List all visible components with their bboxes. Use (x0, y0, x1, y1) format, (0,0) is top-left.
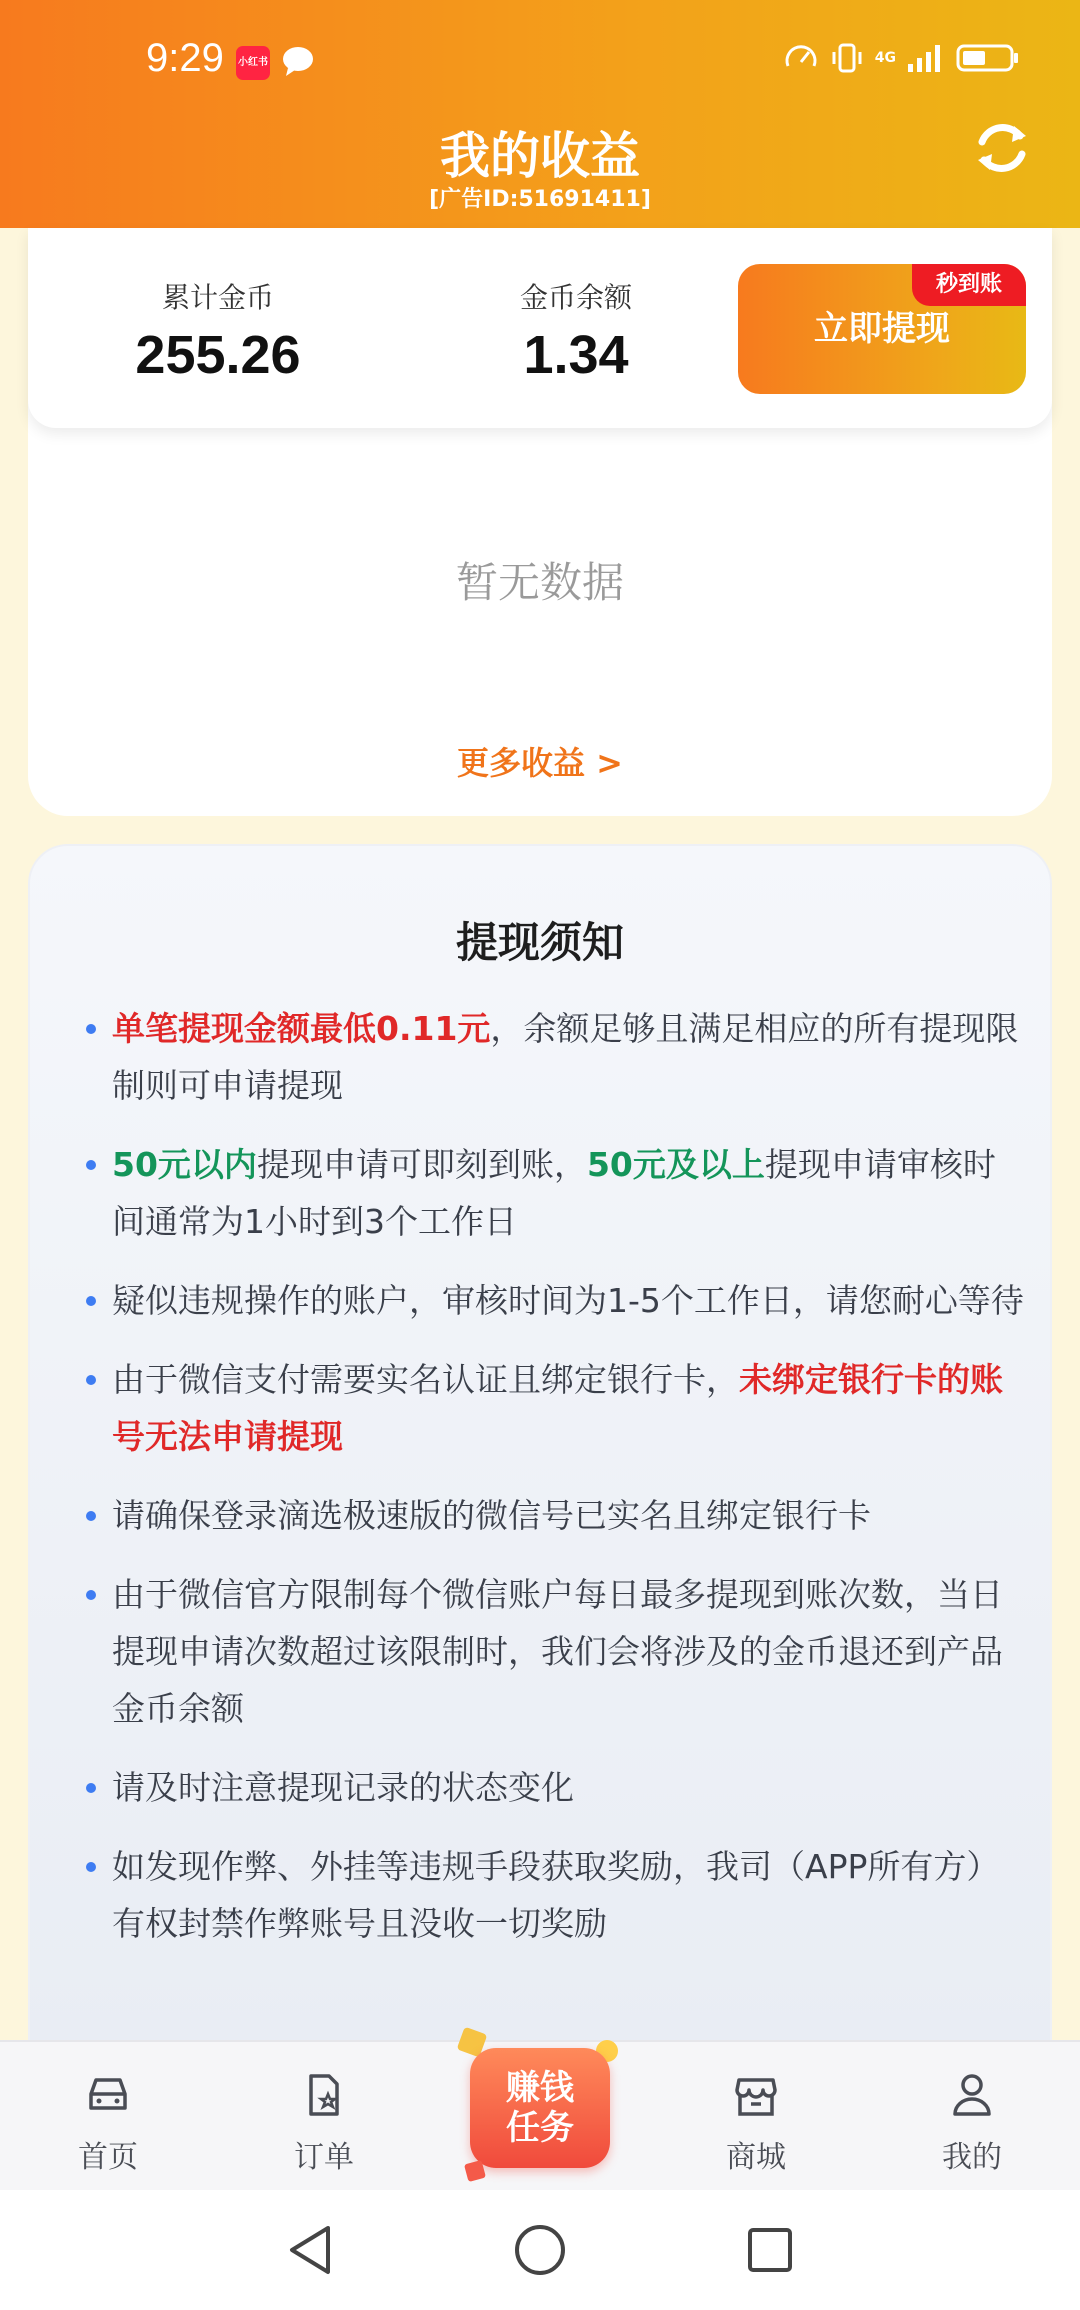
more-earnings-link[interactable]: 更多收益 > (457, 744, 623, 782)
person-icon (947, 2072, 997, 2118)
total-coins-stat (98, 276, 338, 386)
earnings-records-card (28, 400, 1052, 816)
nav-mall[interactable] (686, 2072, 826, 2176)
battery-icon (956, 40, 1020, 76)
vibrate-icon (829, 40, 865, 76)
page-title: 我的收益 (440, 127, 640, 185)
nav-orders-label: 订单 (294, 2140, 354, 2175)
nav-orders[interactable] (254, 2072, 394, 2176)
nav-mine[interactable] (902, 2072, 1042, 2176)
speed-icon (783, 40, 819, 76)
notice-item (86, 1566, 1026, 1737)
nav-mine-label: 我的 (942, 2140, 1002, 2175)
highlight-text: 单笔提现金额最低0.11元 (112, 1009, 491, 1048)
coin-balance-value: 1.34 (523, 325, 629, 385)
notice-text: 如发现作弊、外挂等违规手段获取奖励，我司（APP所有方）有权封禁作弊账号且没收一切奖励 (112, 1847, 1000, 1943)
notice-title: 提现须知 (455, 918, 624, 967)
notice-text: 由于微信官方限制每个微信账户每日最多提现到账次数，当日提现申请次数超过该限制时，我们会将涉及的金币退还到产品金币余额 (112, 1575, 1003, 1728)
notice-text: 由于微信支付需要实名认证且绑定银行卡， (112, 1360, 739, 1399)
notice-item (86, 1351, 1026, 1465)
home-circle-icon[interactable] (510, 2220, 570, 2280)
earn-task-badge (470, 2048, 610, 2168)
notice-item (86, 1000, 1026, 1114)
store-icon (731, 2072, 781, 2118)
earn-money-task-button[interactable] (460, 2030, 620, 2190)
chat-bubble-icon (280, 44, 316, 80)
refresh-icon[interactable] (970, 116, 1034, 180)
nav-home-label: 首页 (78, 2140, 138, 2175)
notice-text: ，余额足够且满足相应的所有提现限制则可申请提现 (112, 1009, 1019, 1105)
notice-text: 请及时注意提现记录的状态变化 (112, 1768, 574, 1807)
empty-state-text: 暂无数据 (455, 558, 624, 607)
withdraw-notice-card (28, 844, 1052, 2044)
ad-id-label: [广告ID:51691411] (429, 187, 651, 212)
highlight-text: 50元及以上 (586, 1145, 765, 1184)
notice-text: 请确保登录滴选极速版的微信号已实名且绑定银行卡 (112, 1496, 871, 1535)
notice-item (86, 1487, 1026, 1544)
header (0, 0, 1080, 228)
coin-balance-label: 金币余额 (519, 281, 632, 314)
earn-task-line2: 任务 (506, 2108, 574, 2148)
notice-text: 提现申请审核时间通常为1小时到3个工作日 (112, 1145, 996, 1241)
status-icons (783, 40, 1020, 76)
withdraw-now-button[interactable]: 立即提现 (738, 264, 1026, 394)
highlight-text: 50元以内 (112, 1145, 257, 1184)
notice-item (86, 1838, 1026, 1952)
status-bar (0, 30, 1080, 96)
total-coins-label: 累计金币 (161, 281, 274, 314)
coin-stats-card (28, 228, 1052, 428)
status-time: 9:29 (146, 36, 224, 80)
total-coins-value: 255.26 (135, 325, 301, 385)
signal-icon (906, 40, 946, 76)
notice-item (86, 1136, 1026, 1250)
notice-item (86, 1759, 1026, 1816)
earn-task-line1: 赚钱 (506, 2068, 574, 2108)
notice-text: 疑似违规操作的账户，审核时间为1-5个工作日，请您耐心等待 (112, 1281, 1024, 1320)
car-icon (83, 2072, 133, 2118)
system-nav-bar (0, 2190, 1080, 2310)
xiaohongshu-app-icon: 小红书 (236, 46, 270, 80)
highlight-text: 未绑定银行卡的账号无法申请提现 (112, 1360, 1003, 1456)
notice-item (86, 1272, 1026, 1329)
nav-mall-label: 商城 (726, 2140, 786, 2175)
recents-square-icon[interactable] (742, 2220, 798, 2280)
instant-arrival-badge: 秒到账 (912, 264, 1026, 306)
notice-list (86, 1000, 1026, 1974)
network-label: 4G (874, 50, 896, 66)
coin-balance-stat (456, 276, 696, 386)
back-triangle-icon[interactable] (282, 2220, 338, 2280)
order-document-icon (299, 2072, 349, 2118)
nav-home[interactable] (38, 2072, 178, 2176)
notice-text: 提现申请可即刻到账， (256, 1145, 587, 1184)
